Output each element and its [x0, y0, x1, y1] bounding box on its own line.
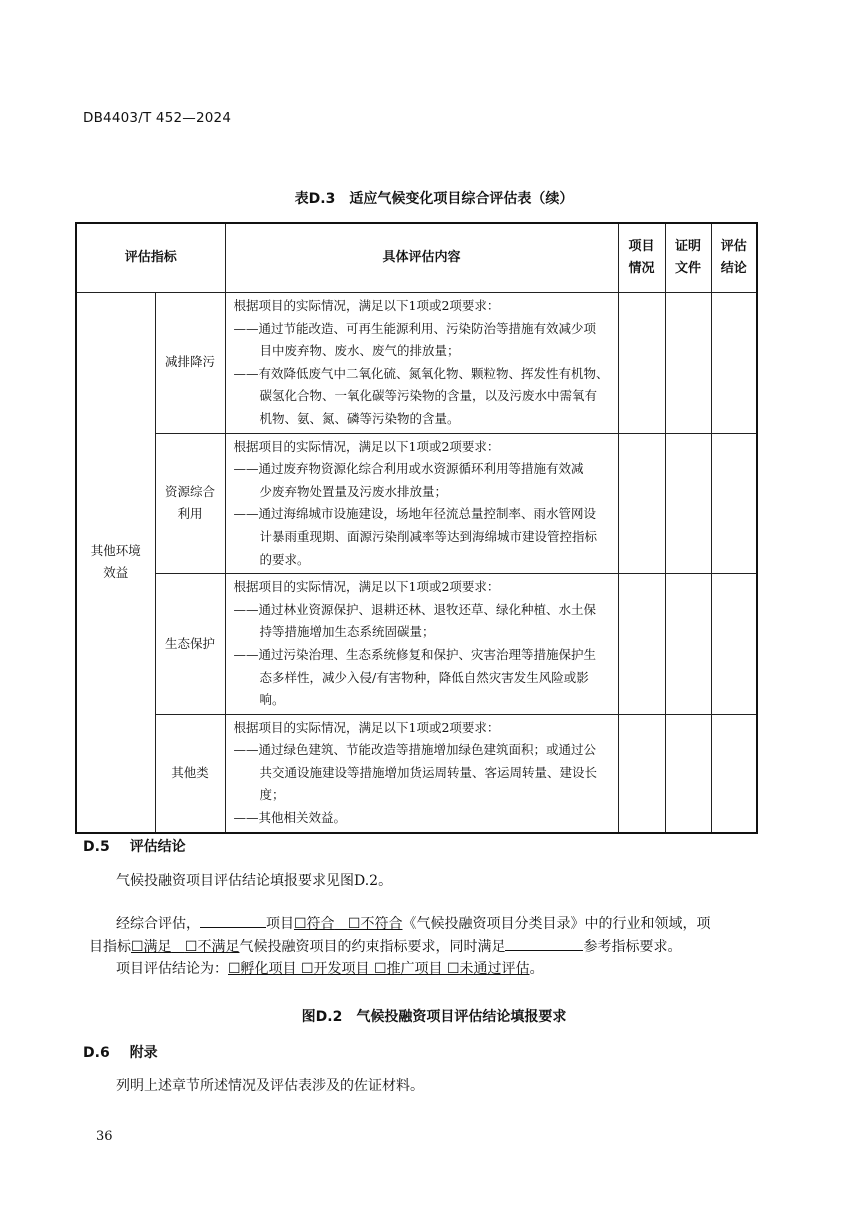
content-cell: [225, 433, 618, 574]
table-header-row: [76, 223, 757, 293]
sub-indicator-label: 利用: [177, 506, 203, 522]
sub-indicator-cell: [155, 293, 225, 434]
project-status-cell: [618, 293, 665, 434]
content-line: 少废弃物处置量及污废水排放量；: [259, 483, 448, 499]
sub-indicator-label: 生态保护: [165, 635, 216, 651]
section-d5-heading: D.5 评估结论: [83, 839, 186, 855]
project-status-cell: [618, 574, 665, 715]
conclusion-cell: [711, 293, 757, 434]
table-row: [76, 433, 757, 574]
reference-indicator-blank[interactable]: [505, 936, 583, 951]
sub-indicator-cell: [155, 574, 225, 715]
form-line-2: 目指标☐满足 ☐不满足气候投融资项目的约束指标要求，同时满足 参考指标要求。: [89, 936, 681, 956]
page-number: 36: [96, 1129, 113, 1144]
content-line: 持等措施增加生态系统固碳量；: [259, 624, 435, 640]
content-line: ——通过绿色建筑、节能改造等措施增加绿色建筑面积；或通过公: [233, 742, 597, 758]
content-line: 目中废弃物、废水、废气的排放量；: [259, 343, 460, 359]
table-caption: 表D.3 适应气候变化项目综合评估表（续）: [294, 191, 574, 207]
sub-indicator-label: 资源综合: [165, 483, 216, 499]
project-status-cell: [618, 433, 665, 574]
project-name-blank[interactable]: [200, 913, 266, 928]
content-line: 的要求。: [259, 551, 310, 567]
content-line: ——通过节能改造、可再生能源利用、污染防治等措施有效减少项: [233, 320, 597, 336]
table-row: [76, 574, 757, 715]
sub-indicator-label: 其他类: [171, 764, 209, 780]
conclusion-cell: [711, 574, 757, 715]
conclusion-cell: [711, 714, 757, 832]
content-line: 响。: [259, 692, 285, 708]
content-cell: [225, 574, 618, 715]
figure-caption: 图D.2 气候投融资项目评估结论填报要求: [301, 1009, 567, 1025]
proof-documents-cell: [665, 714, 711, 832]
category-cell: 其他环境 效益: [76, 293, 155, 833]
content-cell: [225, 714, 618, 832]
content-line: ——通过废弃物资源化综合利用或水资源循环利用等措施有效减: [233, 461, 584, 477]
option-not-meet[interactable]: ☐不符合: [347, 916, 403, 932]
proof-documents-cell: [665, 574, 711, 715]
sub-indicator-cell: [155, 433, 225, 574]
content-line: ——其他相关效益。: [233, 810, 347, 826]
content-line: ——通过污染治理、生态系统修复和保护、灾害治理等措施保护生: [233, 646, 597, 662]
content-cell: [225, 293, 618, 434]
form-line-3: 项目评估结论为：☐孵化项目 ☐开发项目 ☐推广项目 ☐未通过评估。: [116, 961, 544, 977]
header-proof-documents: 证明 文件: [665, 223, 711, 293]
content-line: ——有效降低废气中二氧化硫、氮氧化物、颗粒物、挥发性有机物、: [233, 365, 609, 381]
header-content: 具体评估内容: [225, 223, 618, 293]
content-line: 度；: [259, 787, 285, 803]
content-line: 机物、氨、氮、磷等污染物的含量。: [259, 410, 460, 426]
content-line: ——通过林业资源保护、退耕还林、退牧还草、绿化种植、水土保: [233, 601, 597, 617]
header-project-status: 项目 情况: [618, 223, 665, 293]
option-meet[interactable]: ☐符合: [294, 916, 335, 932]
content-line: 根据项目的实际情况，满足以下1项或2项要求：: [233, 719, 500, 735]
option-satisfy[interactable]: ☐满足: [131, 939, 172, 955]
proof-documents-cell: [665, 433, 711, 574]
content-line: 态多样性，减少入侵/有害物种，降低自然灾害发生风险或影: [259, 669, 589, 685]
form-line-1: 经综合评估， 项目☐符合 ☐不符合《气候投融资项目分类目录》中的行业和领域，项: [116, 913, 710, 933]
header-conclusion: 评估 结论: [711, 223, 757, 293]
content-line: ——通过海绵城市设施建设，场地年径流总量控制率、雨水管网设: [233, 506, 597, 522]
header-indicator: 评估指标: [76, 223, 225, 293]
content-line: 根据项目的实际情况，满足以下1项或2项要求：: [233, 438, 500, 454]
content-line: 根据项目的实际情况，满足以下1项或2项要求：: [233, 298, 500, 313]
conclusion-options[interactable]: ☐孵化项目 ☐开发项目 ☐推广项目 ☐未通过评估: [228, 961, 530, 977]
document-code: DB4403/T 452—2024: [83, 110, 232, 126]
project-status-cell: [618, 714, 665, 832]
conclusion-cell: [711, 433, 757, 574]
sub-indicator-label: 减排降污: [165, 354, 216, 370]
table-row: [76, 293, 757, 434]
option-not-satisfy[interactable]: ☐不满足: [184, 939, 240, 955]
evaluation-table: [75, 222, 758, 834]
sub-indicator-cell: [155, 714, 225, 832]
section-d5-intro: 气候投融资项目评估结论填报要求见图D.2。: [116, 873, 393, 889]
content-line: 碳氢化合物、一氧化碳等污染物的含量，以及污废水中需氧有: [259, 388, 598, 404]
table-row: [76, 714, 757, 832]
content-line: 共交通设施建设等措施增加货运周转量、客运周转量、建设长: [259, 764, 598, 780]
section-d6-heading: D.6 附录: [83, 1045, 158, 1061]
proof-documents-cell: [665, 293, 711, 434]
section-d6-text: 列明上述章节所述情况及评估表涉及的佐证材料。: [116, 1078, 424, 1094]
content-line: 根据项目的实际情况，满足以下1项或2项要求：: [233, 579, 500, 595]
content-line: 计暴雨重现期、面源污染削减率等达到海绵城市建设管控指标: [259, 528, 598, 544]
